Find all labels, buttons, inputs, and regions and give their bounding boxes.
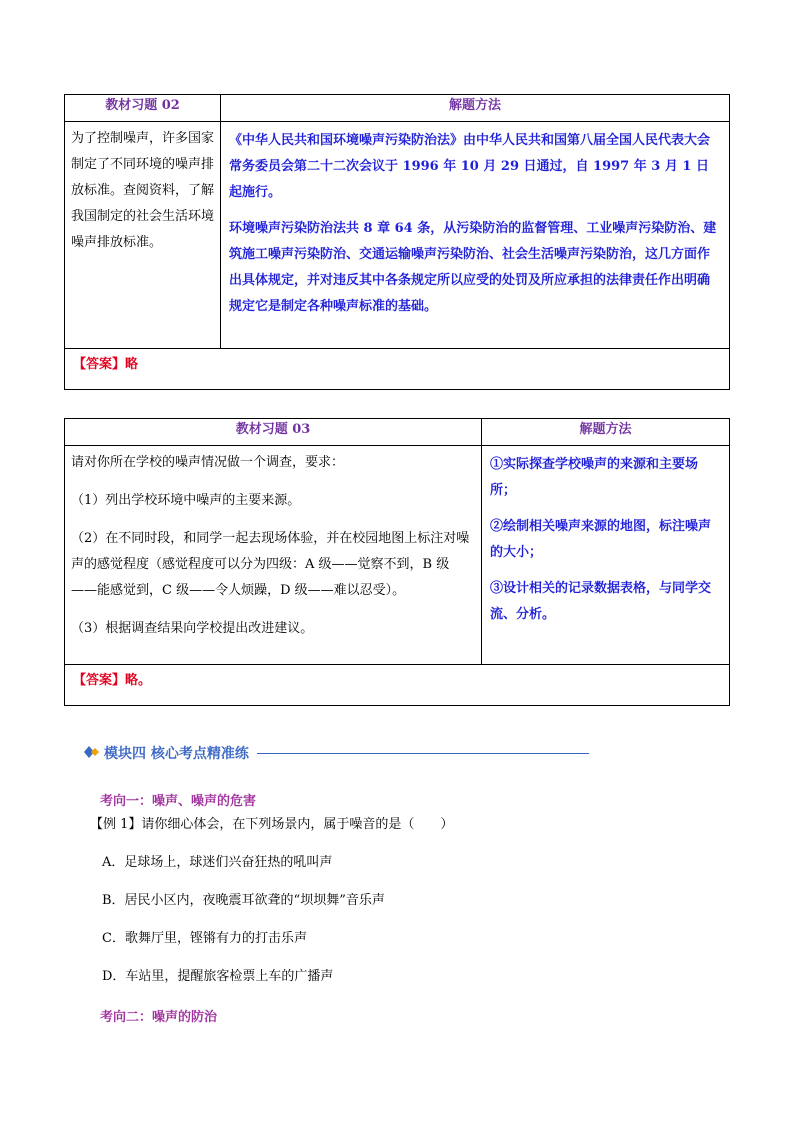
question-paragraph-2: （1）列出学校环境中噪声的主要来源。 (71, 493, 301, 508)
option-a: A．足球场上，球迷们兴奋狂热的吼叫声 (102, 855, 333, 870)
solution-paragraph-1: 《中华人民共和国环境噪声污染防治法》由中华人民共和国第八届全国人民代表大会常务委员会第二十二次会议于 1996 年 10 月 29 日通过，自 1997 年 3 月 1 日起施行。 (229, 133, 711, 200)
exercise-02-header: 教材习题 02 (65, 95, 221, 122)
module-heading (84, 742, 589, 764)
option-b: B．居民小区内，夜晚震耳欲聋的“坝坝舞”音乐声 (102, 893, 385, 908)
option-c: C．歌舞厅里，铿锵有力的打击乐声 (102, 931, 307, 946)
question-paragraph-4: （3）根据调查结果向学校提出改进建议。 (71, 621, 314, 636)
solution-step-2: ②绘制相关噪声来源的地图，标注噪声的大小； (490, 519, 712, 560)
question-paragraph-3: （2）在不同时段，和同学一起去现场体验，并在校园地图上标注对噪声的感觉程度（感觉程度可以分为四级：A 级——觉察不到，B 级——能感觉到，C 级——令人烦躁，D 级——难以忍受）。 (71, 531, 470, 598)
exercise-03-solution (482, 446, 730, 665)
question-paragraph-1: 请对你所在学校的噪声情况做一个调查，要求： (71, 455, 345, 470)
example-question: 【例 1】请你细心体会，在下列场景内，属于噪音的是（ ） (90, 817, 454, 832)
exercise-03-header: 教材习题 03 (65, 419, 482, 446)
solution-step-1: ①实际探查学校噪声的来源和主要场所； (490, 457, 699, 498)
module-title: 模块四 核心考点精准练 (104, 746, 249, 762)
option-d: D．车站里，提醒旅客检票上车的广播声 (102, 969, 334, 984)
exercise-02-solution (221, 122, 730, 349)
exercise-02-question (65, 122, 221, 349)
solution-paragraph-2: 环境噪声污染防治法共 8 章 64 条，从污染防治的监督管理、工业噪声污染防治、建筑施工噪声污染防治、交通运输噪声污染防治、社会生活噪声污染防治，这几方面作出具体规定，并对违反其中各条规定所以应受的处罚及所应承担的法律责任作出明确规定它是制定各种噪声标准的基础。 (229, 221, 717, 314)
answer-row: 【答案】略。 (65, 665, 730, 706)
section-heading-2: 考向二：噪声的防治 (100, 1010, 218, 1025)
exercise-03-question (65, 446, 482, 665)
module-divider (257, 753, 589, 754)
question-text: 为了控制噪声，许多国家制定了不同环境的噪声排放标准。查阅资料，了解我国制定的社会生活环境噪声排放标准。 (71, 131, 215, 250)
double-diamond-icon (84, 744, 100, 763)
answer-row: 【答案】略 (65, 349, 730, 390)
exercise-02-table (64, 94, 730, 390)
solution-method-header: 解题方法 (221, 95, 730, 122)
section-heading-1: 考向一：噪声、噪声的危害 (100, 794, 257, 809)
exercise-03-table (64, 418, 730, 706)
solution-method-header: 解题方法 (482, 419, 730, 446)
solution-step-3: ③设计相关的记录数据表格，与同学交流、分析。 (490, 581, 712, 622)
